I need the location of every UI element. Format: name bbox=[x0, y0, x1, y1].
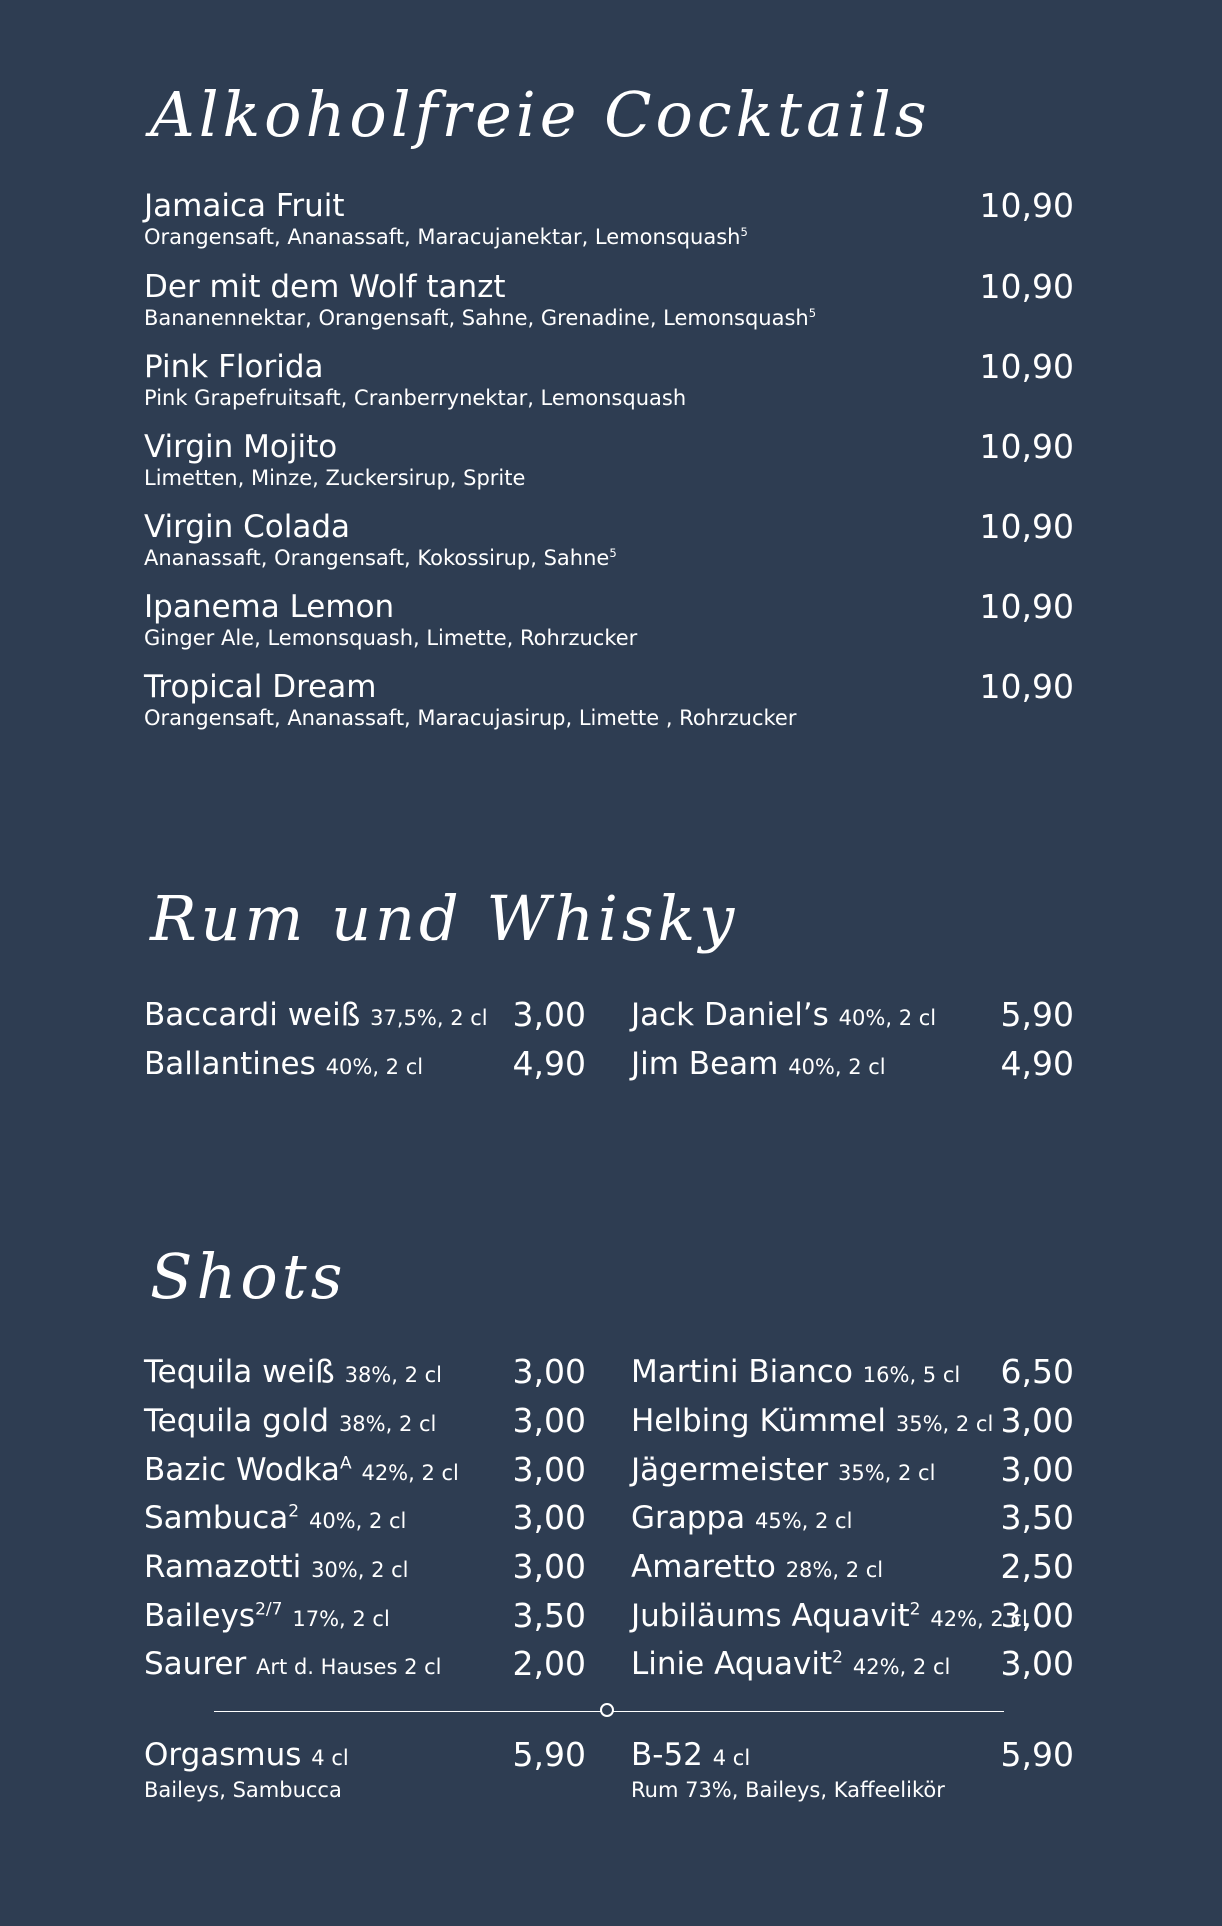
item-name: Jubiläums Aquavit$^2$ 42%, 2 cl bbox=[631, 1598, 1028, 1634]
item-name: Helbing Kümmel 35%, 2 cl bbox=[631, 1403, 994, 1439]
item-name: Pink Florida bbox=[144, 349, 324, 385]
item-price: 6,50 bbox=[1000, 1352, 1074, 1391]
menu-item bbox=[144, 509, 1074, 571]
item-name: Amaretto 28%, 2 cl bbox=[631, 1549, 884, 1585]
item-description: Pink Grapefruitsaft, Cranberrynektar, Lemonsquash bbox=[144, 386, 687, 410]
item-description: Ginger Ale, Lemonsquash, Limette, Rohrzucker bbox=[144, 626, 638, 650]
item-name: Ballantines 40%, 2 cl bbox=[144, 1046, 424, 1082]
menu-item bbox=[144, 349, 1074, 411]
item-price: 3,00 bbox=[512, 1352, 586, 1391]
item-description: Orangensaft, Ananassaft, Maracujanektar, Lemonsquash$^5$ bbox=[144, 225, 748, 249]
item-description: Rum 73%, Baileys, Kaffeelikör bbox=[631, 1778, 945, 1802]
item-price: 3,50 bbox=[1000, 1498, 1074, 1537]
item-price: 10,90 bbox=[979, 267, 1074, 306]
item-name: Virgin Mojito bbox=[144, 429, 338, 465]
item-price: 10,90 bbox=[979, 186, 1074, 225]
menu-item bbox=[144, 188, 1074, 250]
item-name: Linie Aquavit$^2$ 42%, 2 cl bbox=[631, 1646, 951, 1682]
item-price: 5,90 bbox=[1000, 995, 1074, 1034]
item-price: 3,00 bbox=[1000, 1401, 1074, 1440]
item-name: Jack Daniel’s 40%, 2 cl bbox=[631, 997, 937, 1033]
divider-circle-icon bbox=[600, 1703, 614, 1717]
menu-item bbox=[144, 429, 1074, 491]
item-price: 4,90 bbox=[512, 1044, 586, 1083]
section-title-rum-whisky: Rum und Whisky bbox=[150, 882, 739, 955]
item-name: Saurer Art d. Hauses 2 cl bbox=[144, 1646, 442, 1682]
item-name: Orgasmus 4 cl bbox=[144, 1737, 349, 1773]
item-name: Sambuca$^2$ 40%, 2 cl bbox=[144, 1500, 407, 1536]
menu-item bbox=[144, 669, 1074, 731]
item-name: Martini Bianco 16%, 5 cl bbox=[631, 1354, 961, 1390]
item-name: Bazic Wodka$^A$ 42%, 2 cl bbox=[144, 1452, 459, 1488]
item-name: B-52 4 cl bbox=[631, 1737, 751, 1773]
item-name: Baileys$^{2/7}$ 17%, 2 cl bbox=[144, 1598, 390, 1634]
menu-item bbox=[631, 1596, 1074, 1636]
item-price: 5,90 bbox=[512, 1735, 586, 1774]
item-price: 3,00 bbox=[512, 1401, 586, 1440]
menu-item-special bbox=[631, 1737, 1074, 1804]
item-price: 3,00 bbox=[1000, 1596, 1074, 1635]
menu-item-special bbox=[144, 1737, 586, 1804]
item-price: 4,90 bbox=[1000, 1044, 1074, 1083]
item-price: 2,00 bbox=[512, 1644, 586, 1683]
menu-item bbox=[144, 1644, 586, 1684]
item-price: 3,00 bbox=[512, 1547, 586, 1586]
menu-item bbox=[144, 1352, 586, 1392]
item-name: Grappa 45%, 2 cl bbox=[631, 1500, 853, 1536]
menu-item bbox=[631, 1644, 1074, 1684]
section-title-cocktails: Alkoholfreie Cocktails bbox=[150, 78, 931, 151]
item-price: 3,00 bbox=[1000, 1644, 1074, 1683]
item-name: Jim Beam 40%, 2 cl bbox=[631, 1046, 886, 1082]
item-price: 3,50 bbox=[512, 1596, 586, 1635]
menu-item bbox=[631, 1450, 1074, 1490]
item-price: 10,90 bbox=[979, 507, 1074, 546]
item-description: Limetten, Minze, Zuckersirup, Sprite bbox=[144, 466, 526, 490]
item-name: Virgin Colada bbox=[144, 509, 351, 545]
item-name: Ipanema Lemon bbox=[144, 589, 395, 625]
item-price: 3,00 bbox=[512, 1498, 586, 1537]
menu-item bbox=[144, 1044, 586, 1084]
item-name: Ramazotti 30%, 2 cl bbox=[144, 1549, 409, 1585]
item-price: 3,00 bbox=[512, 1450, 586, 1489]
menu-item bbox=[631, 1044, 1074, 1084]
item-name: Tropical Dream bbox=[144, 669, 377, 705]
item-price: 10,90 bbox=[979, 347, 1074, 386]
item-name: Jägermeister 35%, 2 cl bbox=[631, 1452, 936, 1488]
item-name: Tequila gold 38%, 2 cl bbox=[144, 1403, 437, 1439]
item-price: 5,90 bbox=[1000, 1735, 1074, 1774]
item-name: Baccardi weiß 37,5%, 2 cl bbox=[144, 997, 488, 1033]
item-description: Orangensaft, Ananassaft, Maracujasirup, Limette , Rohrzucker bbox=[144, 706, 797, 730]
menu-item bbox=[144, 1498, 586, 1538]
item-price: 10,90 bbox=[979, 667, 1074, 706]
item-price: 10,90 bbox=[979, 587, 1074, 626]
menu-item bbox=[631, 1498, 1074, 1538]
menu-item bbox=[631, 995, 1074, 1035]
item-price: 3,00 bbox=[1000, 1450, 1074, 1489]
item-description: Bananennektar, Orangensaft, Sahne, Grenadine, Lemonsquash$^5$ bbox=[144, 306, 817, 330]
menu-item bbox=[144, 589, 1074, 651]
menu-item bbox=[144, 995, 586, 1035]
menu-item bbox=[144, 269, 1074, 331]
menu-item bbox=[631, 1352, 1074, 1392]
item-name: Jamaica Fruit bbox=[144, 188, 345, 224]
item-name: Tequila weiß 38%, 2 cl bbox=[144, 1354, 443, 1390]
item-price: 10,90 bbox=[979, 427, 1074, 466]
menu-item bbox=[144, 1450, 586, 1490]
item-price: 2,50 bbox=[1000, 1547, 1074, 1586]
menu-item bbox=[144, 1401, 586, 1441]
menu-item bbox=[144, 1596, 586, 1636]
menu-item bbox=[631, 1547, 1074, 1587]
menu-item bbox=[144, 1547, 586, 1587]
item-description: Baileys, Sambucca bbox=[144, 1778, 342, 1802]
menu-item bbox=[631, 1401, 1074, 1441]
item-description: Ananassaft, Orangensaft, Kokossirup, Sahne$^5$ bbox=[144, 546, 617, 570]
section-title-shots: Shots bbox=[150, 1240, 347, 1313]
item-price: 3,00 bbox=[512, 995, 586, 1034]
item-name: Der mit dem Wolf tanzt bbox=[144, 269, 506, 305]
